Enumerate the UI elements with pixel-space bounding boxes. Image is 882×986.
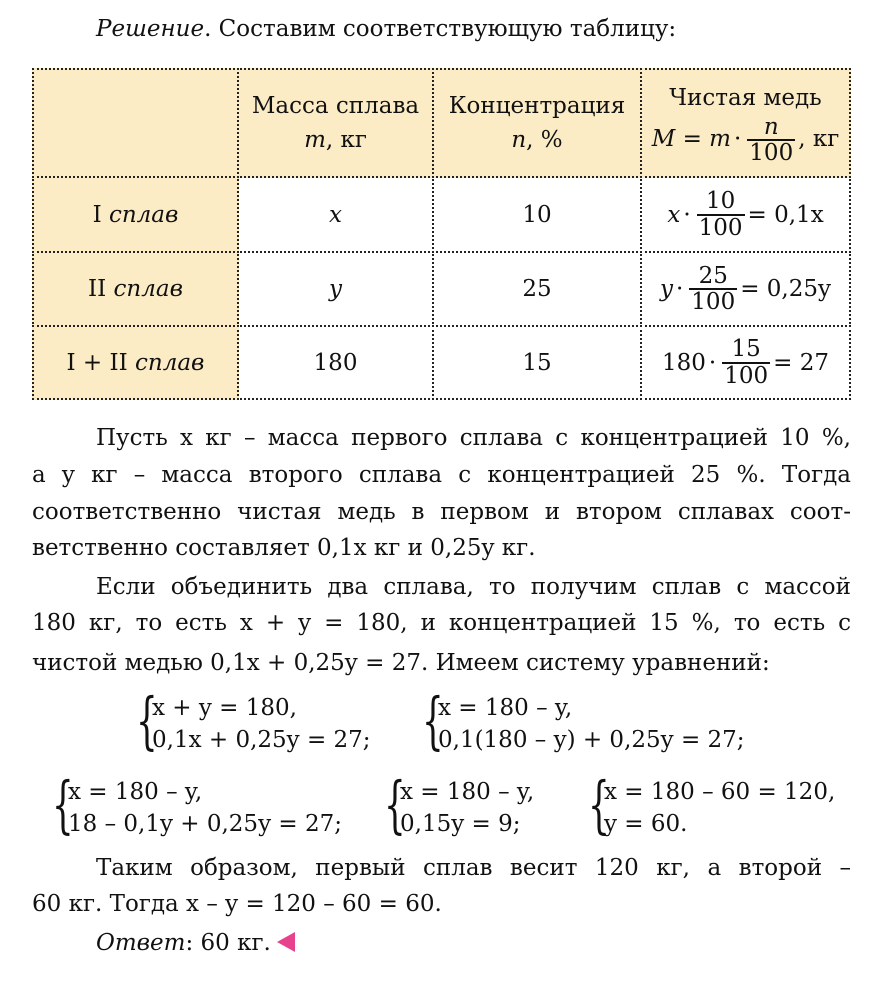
table-header-empty (32, 68, 239, 178)
row-label-1: I сплав (32, 176, 239, 253)
paragraph-1-line-2: а y кг – масса второго сплава с концентрацией 25 %. Тогда (32, 462, 851, 488)
mass-header-text: Масса сплава (251, 93, 420, 119)
system-4: { x = 180 – y, 0,15y = 9; (384, 768, 535, 841)
answer-label: Ответ (96, 930, 186, 956)
paragraph-1-line-1: Пусть x кг – масса первого сплава с концентрацией 10 %, (96, 425, 851, 451)
copper-header-text: Чистая медь (669, 84, 822, 111)
paragraph-3-line-1: Таким образом, первый сплав весит 120 кг, а второй – (96, 855, 851, 881)
row-1-mass: x (237, 176, 434, 253)
brace-icon: { (384, 768, 406, 841)
conc-header-text: Концентрация (448, 93, 626, 119)
paragraph-1-line-4: ветственно составляет 0,1x кг и 0,25y кг. (32, 535, 536, 561)
paragraph-1-line-3: соответственно чистая медь в первом и втором сплавах соот- (32, 499, 851, 525)
copper-header-fraction: $\frac{n}{100}$ (749, 113, 794, 166)
solution-intro (96, 18, 676, 41)
paragraph-3-line-2: 60 кг. Тогда x – y = 120 – 60 = 60. (32, 891, 442, 917)
brace-icon: { (52, 768, 74, 841)
brace-icon: { (422, 684, 444, 757)
brace-icon: { (136, 684, 158, 757)
table-header-mass (237, 68, 434, 178)
conc-header-var: n (511, 127, 527, 153)
row-1-copper: x · $\frac{10}{100}$ = 0,1x (640, 176, 851, 253)
row-3-concentration: 15 (432, 325, 642, 400)
system-1: { x + y = 180, 0,1x + 0,25y = 27; (136, 684, 371, 757)
table-header-concentration (432, 68, 642, 178)
system-5: { x = 180 – 60 = 120, y = 60. (588, 768, 836, 841)
solution-intro-text: . Составим соответствующую таблицу: (204, 16, 677, 42)
row-label-2: II сплав (32, 251, 239, 327)
paragraph-2-line-2: 180 кг, то есть x + y = 180, и концентрацией 15 %, то есть с (32, 610, 851, 636)
row-label-3: I + II сплав (32, 325, 239, 400)
alloy-table (32, 68, 851, 400)
answer (96, 932, 295, 955)
end-marker-icon (277, 932, 295, 952)
solution-label: Решение (96, 16, 205, 42)
answer-text: : 60 кг. (185, 930, 271, 956)
copper-header-unit: , кг (798, 126, 840, 152)
system-3: { x = 180 – y, 18 – 0,1y + 0,25y = 27; (52, 768, 342, 841)
row-3-copper: 180 · $\frac{15}{100}$ = 27 (640, 325, 851, 400)
row-2-concentration: 25 (432, 251, 642, 327)
paragraph-2-line-1: Если объединить два сплава, то получим сплав с массой (96, 574, 851, 600)
copper-header-formula: M = m (651, 126, 731, 152)
system-2: { x = 180 – y, 0,1(180 – y) + 0,25y = 27; (422, 684, 745, 757)
mass-header-var: m (304, 127, 326, 153)
mass-header-unit: , кг (325, 127, 367, 153)
table-header-copper: Чистая медь M = m · $\frac{n}{100}$ , кг (640, 68, 851, 178)
conc-header-unit: , % (526, 127, 563, 153)
row-2-copper: y · $\frac{25}{100}$ = 0,25y (640, 251, 851, 327)
row-3-mass: 180 (237, 325, 434, 400)
row-1-concentration: 10 (432, 176, 642, 253)
brace-icon: { (588, 768, 610, 841)
paragraph-2-line-3: чистой медью 0,1x + 0,25y = 27. Имеем систему уравнений: (32, 650, 770, 676)
row-2-mass: y (237, 251, 434, 327)
